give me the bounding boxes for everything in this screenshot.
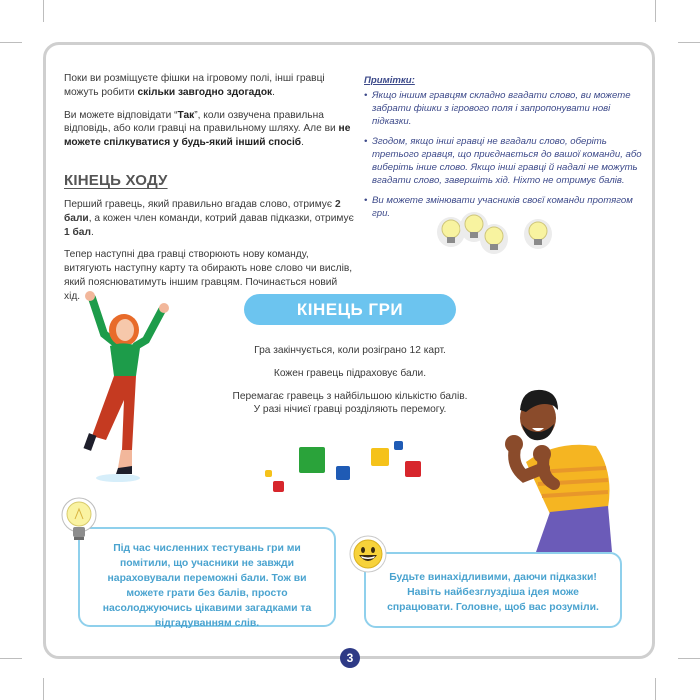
list-item: • Ви можете змінювати учасників своєї команди протягом гри. bbox=[364, 194, 644, 220]
excited-man-illustration bbox=[496, 380, 626, 560]
crop-mark bbox=[655, 678, 656, 700]
lightbulb-icon bbox=[61, 497, 97, 545]
token-blue bbox=[336, 466, 350, 480]
lightbulb-icon bbox=[524, 219, 552, 249]
list-item: • Згодом, якщо інші гравці не вгадали слово, оберіть третього гравця, що приєднається до вашої команди, або виберіть інше слово. Якщо інші гравці й надалі не можуть вгадати слово, завершіть хід. Ніхто не отримує балів. bbox=[364, 135, 644, 187]
celebrating-woman-illustration bbox=[74, 290, 184, 485]
token-red bbox=[405, 461, 421, 477]
token-green bbox=[299, 447, 325, 473]
game-end-text bbox=[224, 344, 476, 426]
notes-title: Примітки: bbox=[364, 75, 415, 86]
notes-list bbox=[364, 89, 644, 220]
crop-mark bbox=[43, 0, 44, 22]
lightbulb-icon bbox=[480, 224, 508, 254]
tip-text: Будьте винахідливими, даючи підказки! Навіть найбезглуздіша ідея може спрацювати. Головне, щоб вас розуміли. bbox=[387, 572, 599, 613]
turn-end-heading: КІНЕЦЬ ХОДУ bbox=[64, 172, 168, 189]
smiley-icon bbox=[349, 535, 387, 573]
token-red bbox=[273, 481, 284, 492]
tip-box-hints bbox=[364, 552, 622, 628]
paragraph-scoring: Перший гравець, який правильно вгадав слово, отримує 2 бали, а кожен член команди, котрий давав підказки, отримує 1 бал. bbox=[64, 199, 354, 238]
crop-mark bbox=[678, 658, 700, 659]
token-yellow bbox=[371, 448, 389, 466]
left-column bbox=[64, 72, 354, 159]
paragraph-answer-rules: Ви можете відповідати “Так”, коли озвучена правильна відповідь, або коли гравці на правильному шляху. Але ви не можете спілкуватися у будь-який інший спосіб. bbox=[64, 109, 351, 149]
crop-mark bbox=[0, 42, 22, 43]
token-small-yellow bbox=[265, 470, 272, 477]
game-end-banner: КІНЕЦЬ ГРИ bbox=[244, 294, 456, 325]
list-item: • Якщо іншим гравцям складно вгадати слово, ви можете забрати фішки з ігрового поля і запропонувати нові підказки. bbox=[364, 89, 644, 128]
game-end-line: У разі нічиєї гравці розділяють перемогу. bbox=[253, 404, 447, 415]
tip-text: Під час численних тестувань гри ми помітили, що учасники не завжди нараховували переможні бали. Тож ви можете грати без балів, просто насолоджуючись цікавими загадками та відгадуванням слів. bbox=[102, 543, 312, 629]
page-number: 3 bbox=[340, 648, 360, 668]
crop-mark bbox=[655, 0, 656, 22]
tip-box-testing bbox=[78, 527, 336, 627]
game-end-line: Перемагає гравець з найбільшою кількістю балів. bbox=[232, 391, 468, 402]
crop-mark bbox=[0, 658, 22, 659]
game-end-line: Кожен гравець підраховує бали. bbox=[273, 368, 427, 379]
game-end-line: Гра закінчується, коли розіграно 12 карт. bbox=[254, 345, 446, 356]
crop-mark bbox=[43, 678, 44, 700]
paragraph-guesses: Поки ви розміщуєте фішки на ігровому полі, інші гравці можуть робити скільки завгодно здогадок. bbox=[64, 73, 325, 98]
lightbulb-tokens bbox=[430, 210, 560, 265]
paragraph-next-turn: Тепер наступні два гравці створюють нову команду, витягують наступну карту та обирають нове слово чи вислів, який пояснюватимуть іншим гравцям. Починається новий хід. bbox=[64, 249, 353, 302]
token-small-blue bbox=[394, 441, 403, 450]
crop-mark bbox=[678, 42, 700, 43]
lightbulb-icon bbox=[437, 217, 465, 247]
notes-section bbox=[364, 74, 644, 227]
